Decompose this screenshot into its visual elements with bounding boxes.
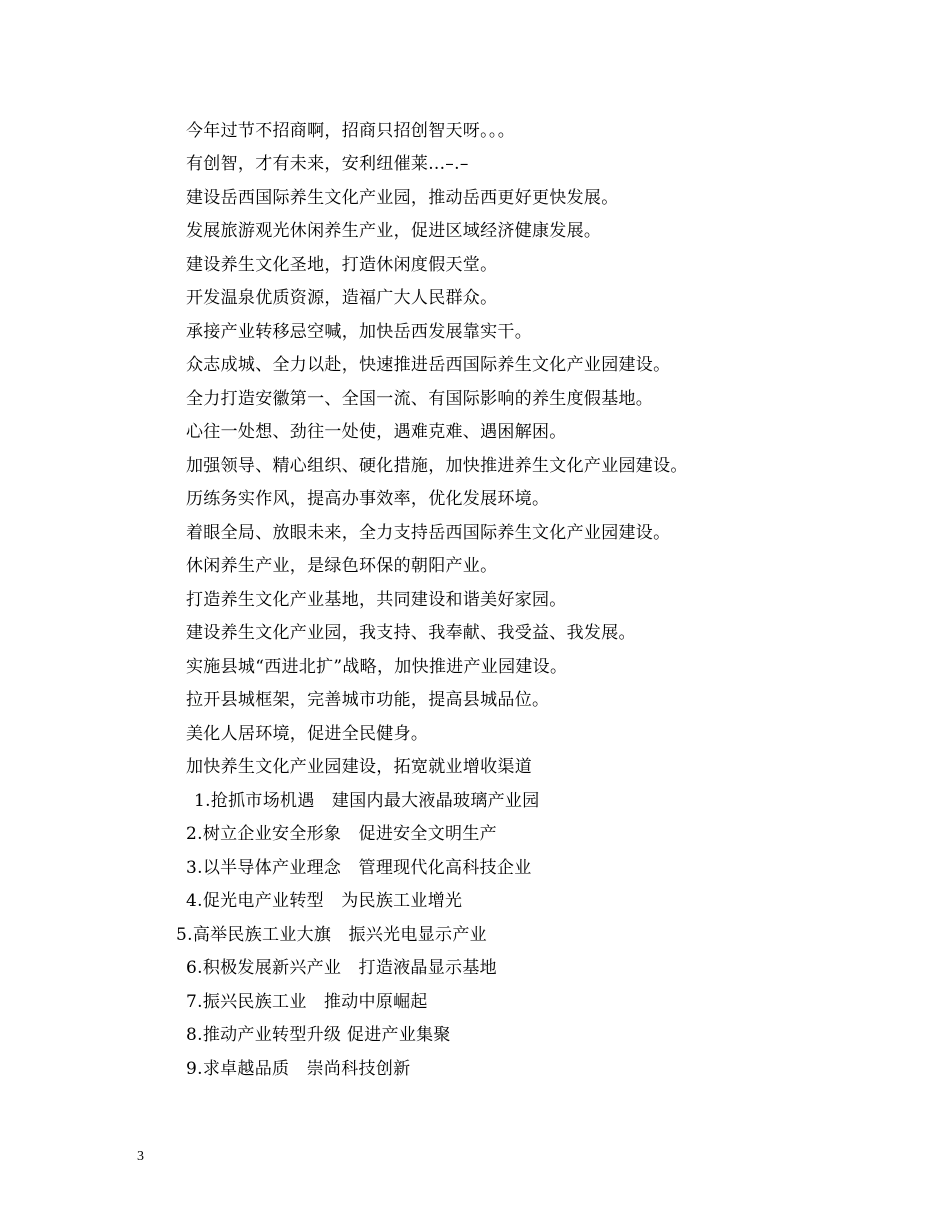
list-item: 3.以半导体产业理念 管理现代化高科技企业 bbox=[186, 858, 532, 878]
text-line: 建设养生文化圣地，打造休闲度假天堂。 bbox=[186, 255, 498, 275]
text-line: 今年过节不招商啊，招商只招创智天呀。。。 bbox=[186, 121, 515, 141]
list-item: 6.积极发展新兴产业 打造液晶显示基地 bbox=[186, 958, 497, 978]
text-line: 休闲养生产业，是绿色环保的朝阳产业。 bbox=[186, 556, 498, 576]
text-line: 着眼全局、放眼未来，全力支持岳西国际养生文化产业园建设。 bbox=[186, 523, 671, 543]
text-line: 全力打造安徽第一、全国一流、有国际影响的养生度假基地。 bbox=[186, 389, 654, 409]
text-line: 打造养生文化产业基地，共同建设和谐美好家园。 bbox=[186, 590, 567, 610]
text-line: 实施县城“西进北扩”战略，加快推进产业园建设。 bbox=[186, 657, 568, 677]
list-item: 4.促光电产业转型 为民族工业增光 bbox=[186, 891, 463, 911]
text-line: 加快养生文化产业园建设，拓宽就业增收渠道 bbox=[186, 757, 532, 777]
text-line: 建设养生文化产业园，我支持、我奉献、我受益、我发展。 bbox=[186, 623, 636, 643]
text-line: 加强领导、精心组织、硬化措施，加快推进养生文化产业园建设。 bbox=[186, 456, 688, 476]
text-line: 开发温泉优质资源，造福广大人民群众。 bbox=[186, 288, 498, 308]
text-line: 承接产业转移忌空喊，加快岳西发展靠实干。 bbox=[186, 322, 532, 342]
text-line: 历练务实作风，提高办事效率，优化发展环境。 bbox=[186, 489, 550, 509]
text-line: 建设岳西国际养生文化产业园，推动岳西更好更快发展。 bbox=[186, 188, 619, 208]
text-line: 美化人居环境，促进全民健身。 bbox=[186, 724, 429, 744]
list-item: 1.抢抓市场机遇 建国内最大液晶玻璃产业园 bbox=[194, 791, 540, 811]
text-line: 有创智，才有未来，安利纽催莱...–.– bbox=[186, 154, 469, 174]
text-line: 拉开县城框架，完善城市功能，提高县城品位。 bbox=[186, 690, 550, 710]
list-item: 8.推动产业转型升级 促进产业集聚 bbox=[186, 1025, 451, 1045]
list-item: 9.求卓越品质 崇尚科技创新 bbox=[186, 1059, 411, 1079]
list-item: 7.振兴民族工业 推动中原崛起 bbox=[186, 992, 428, 1012]
page-number: 3 bbox=[137, 1149, 144, 1164]
list-item: 5.高举民族工业大旗 振兴光电显示产业 bbox=[176, 925, 487, 945]
text-line: 众志成城、全力以赴，快速推进岳西国际养生文化产业园建设。 bbox=[186, 355, 671, 375]
text-line: 心往一处想、劲往一处使，遇难克难、遇困解困。 bbox=[186, 422, 567, 442]
list-item: 2.树立企业安全形象 促进安全文明生产 bbox=[186, 824, 497, 844]
text-line: 发展旅游观光休闲养生产业，促进区域经济健康发展。 bbox=[186, 221, 602, 241]
